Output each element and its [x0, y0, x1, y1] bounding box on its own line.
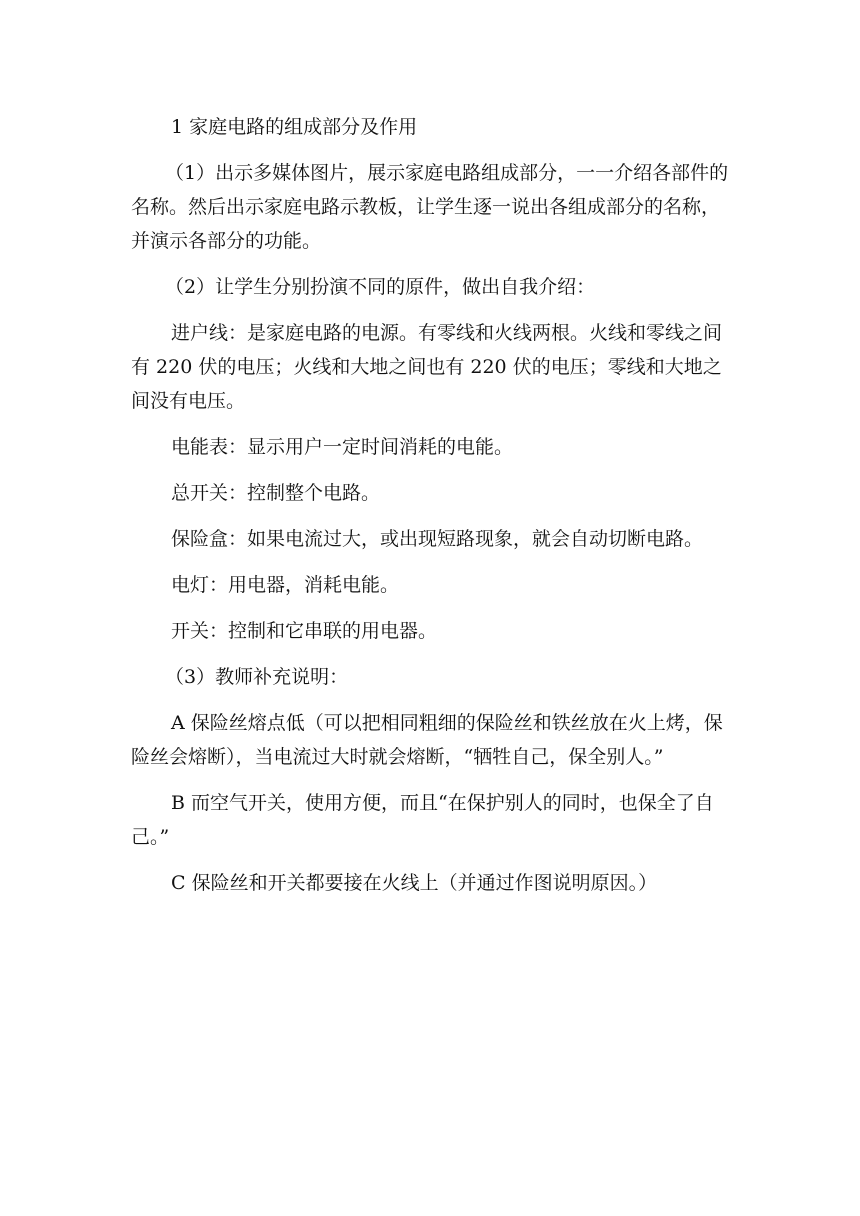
- paragraph-fuse-box: 保险盒：如果电流过大，或出现短路现象，就会自动切断电路。: [171, 528, 704, 550]
- paragraph-2: （2）让学生分别扮演不同的原件，做出自我介绍：: [165, 276, 596, 298]
- paragraph-energy-meter: 电能表：显示用户一定时间消耗的电能。: [171, 436, 514, 458]
- section-heading: 1 家庭电路的组成部分及作用: [171, 116, 418, 138]
- paragraph-3: （3）教师补充说明：: [165, 666, 349, 688]
- paragraph-note-b: B 而空气开关，使用方便，而且“在保护别人的同时，也保全了自己。”: [131, 792, 714, 848]
- paragraph-lamp: 电灯：用电器，消耗电能。: [171, 574, 400, 596]
- document-body: [131, 110, 731, 900]
- paragraph-note-a: A 保险丝熔点低（可以把相同粗细的保险丝和铁丝放在火上烤，保险丝会熔断），当电流过大时就会熔断，“牺牲自己，保全别人。”: [131, 712, 723, 768]
- paragraph-main-switch: 总开关：控制整个电路。: [171, 482, 381, 504]
- paragraph-incoming-line: 进户线：是家庭电路的电源。有零线和火线两根。火线和零线之间有 220 伏的电压；火线和大地之间也有 220 伏的电压；零线和大地之间没有电压。: [131, 322, 723, 412]
- paragraph-switch: 开关：控制和它串联的用电器。: [171, 620, 438, 642]
- paragraph-1: （1）出示多媒体图片，展示家庭电路组成部分，一一介绍各部件的名称。然后出示家庭电路示教板，让学生逐一说出各组成部分的名称，并演示各部分的功能。: [131, 162, 729, 252]
- paragraph-note-c: C 保险丝和开关都要接在火线上（并通过作图说明原因。）: [171, 872, 658, 894]
